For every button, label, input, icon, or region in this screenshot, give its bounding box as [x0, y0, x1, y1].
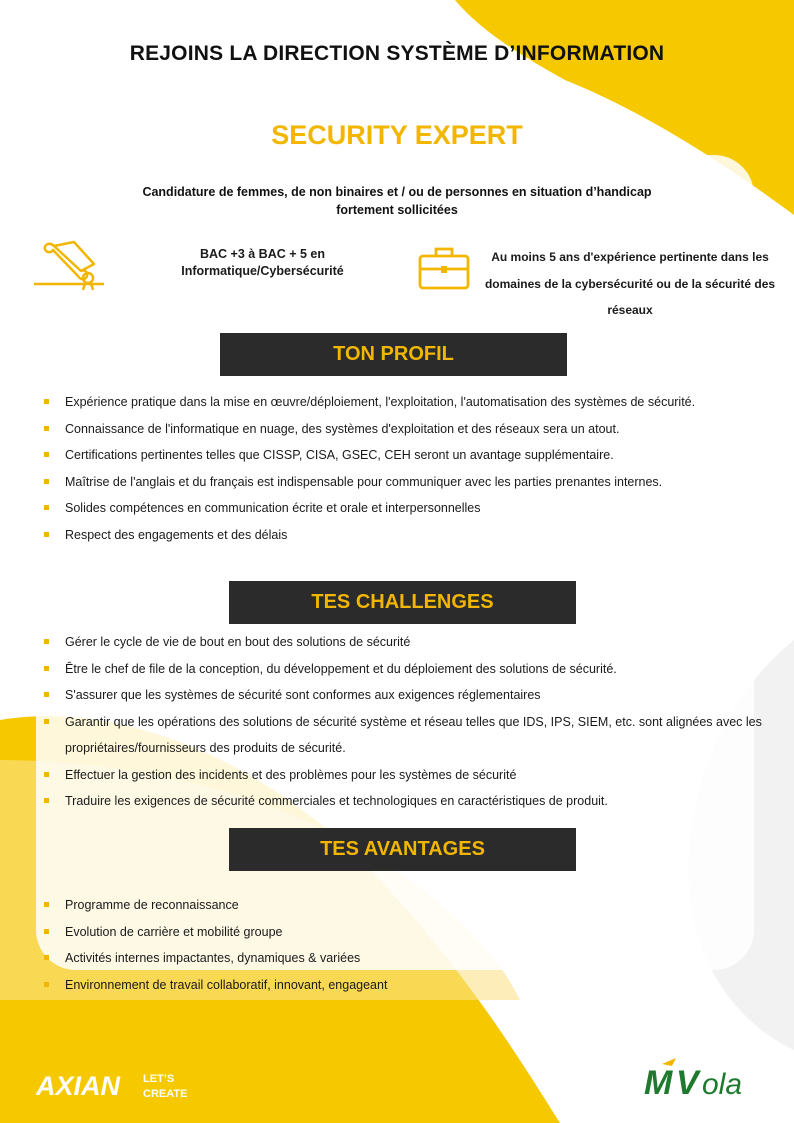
list-item-text: Evolution de carrière et mobilité groupe [65, 924, 283, 939]
axian-logo [36, 1068, 206, 1104]
list-item-text: Garantir que les opérations des solutions de sécurité système et réseau telles que IDS, IPS, SIEM, etc. sont alignées avec les propriétaires/fournisseurs des produits de sécurité. [65, 714, 762, 755]
list-item-text: Activités internes impactantes, dynamiques & variées [65, 951, 361, 965]
square-bullet-icon [44, 426, 49, 431]
list-item [40, 709, 785, 762]
square-bullet-icon [44, 505, 49, 510]
list-item [40, 442, 740, 469]
svg-text:V: V [676, 1064, 699, 1102]
square-bullet-icon [44, 452, 49, 457]
briefcase-icon [414, 240, 474, 294]
list-item-text: Gérer le cycle de vie de bout en bout des solutions de sécurité [65, 635, 411, 649]
challenges-list [40, 629, 785, 815]
list-item [40, 522, 740, 549]
list-item [40, 389, 740, 416]
square-bullet-icon [44, 982, 49, 987]
list-item-text: Respect des engagements et des délais [65, 527, 288, 542]
experience-requirement: Au moins 5 ans d'expérience pertinente dans les domaines de la cybersécurité ou de la sécurité des réseaux [484, 250, 776, 317]
list-item [40, 682, 785, 709]
square-bullet-icon [44, 639, 49, 644]
avantages-list [40, 892, 740, 998]
list-item-text: Effectuer la gestion des incidents et des problèmes pour les systèmes de sécurité [65, 767, 517, 782]
square-bullet-icon [44, 955, 49, 960]
list-item-text: Certifications pertinentes telles que CISSP, CISA, GSEC, CEH seront un avantage supplémentaire. [65, 448, 614, 462]
svg-text:M: M [644, 1064, 673, 1102]
section-heading-avantages: TES AVANTAGES [229, 828, 576, 871]
list-item [40, 945, 740, 972]
list-item [40, 656, 785, 683]
svg-text:LET’S: LET’S [143, 1073, 175, 1085]
list-item [40, 495, 740, 522]
list-item [40, 629, 785, 656]
svg-text:AXIAN: AXIAN [36, 1071, 121, 1101]
education-requirement: BAC +3 à BAC + 5 en Informatique/Cybersécurité [181, 247, 344, 278]
list-item [40, 972, 740, 999]
list-item-text: Traduire les exigences de sécurité commerciales et technologiques en caractéristiques de produit. [65, 794, 608, 808]
mvola-logo [644, 1058, 772, 1102]
job-title: SECURITY EXPERT [271, 120, 523, 150]
list-item [40, 919, 740, 946]
list-item-text: Environnement de travail collaboratif, innovant, engageant [65, 977, 388, 992]
svg-text:ola: ola [702, 1068, 743, 1101]
page-title: REJOINS LA DIRECTION SYSTÈME D’INFORMATION [129, 42, 665, 65]
diploma-scroll-icon [30, 236, 110, 292]
section-heading-challenges: TES CHALLENGES [229, 581, 576, 624]
list-item-text: Être le chef de file de la conception, du développement et du déploiement des solutions de sécurité. [65, 661, 617, 676]
square-bullet-icon [44, 666, 49, 671]
square-bullet-icon [44, 532, 49, 537]
list-item-text: S'assurer que les systèmes de sécurité sont conformes aux exigences réglementaires [65, 688, 541, 702]
list-item [40, 469, 740, 496]
list-item-text: Maîtrise de l'anglais et du français est indispensable pour communiquer avec les parties prenantes internes. [65, 474, 663, 489]
list-item-text: Expérience pratique dans la mise en œuvre/déploiement, l'exploitation, l'automatisation des systèmes de sécurité. [65, 395, 696, 409]
square-bullet-icon [44, 692, 49, 697]
list-item-text: Solides compétences en communication écrite et orale et interpersonnelles [65, 501, 481, 515]
square-bullet-icon [44, 399, 49, 404]
diversity-note: Candidature de femmes, de non binaires et / ou de personnes en situation d’handicap fortement sollicitées [142, 185, 652, 217]
list-item [40, 788, 785, 815]
list-item-text: Connaissance de l'informatique en nuage, des systèmes d'exploitation et des réseaux sera un atout. [65, 421, 620, 436]
profil-list [40, 389, 740, 548]
list-item [40, 416, 740, 443]
list-item-text: Programme de reconnaissance [65, 898, 239, 912]
svg-text:CREATE: CREATE [143, 1088, 188, 1100]
square-bullet-icon [44, 772, 49, 777]
square-bullet-icon [44, 902, 49, 907]
section-heading-profil: TON PROFIL [220, 333, 567, 376]
square-bullet-icon [44, 479, 49, 484]
square-bullet-icon [44, 719, 49, 724]
list-item [40, 892, 740, 919]
list-item [40, 762, 785, 789]
square-bullet-icon [44, 929, 49, 934]
square-bullet-icon [44, 798, 49, 803]
